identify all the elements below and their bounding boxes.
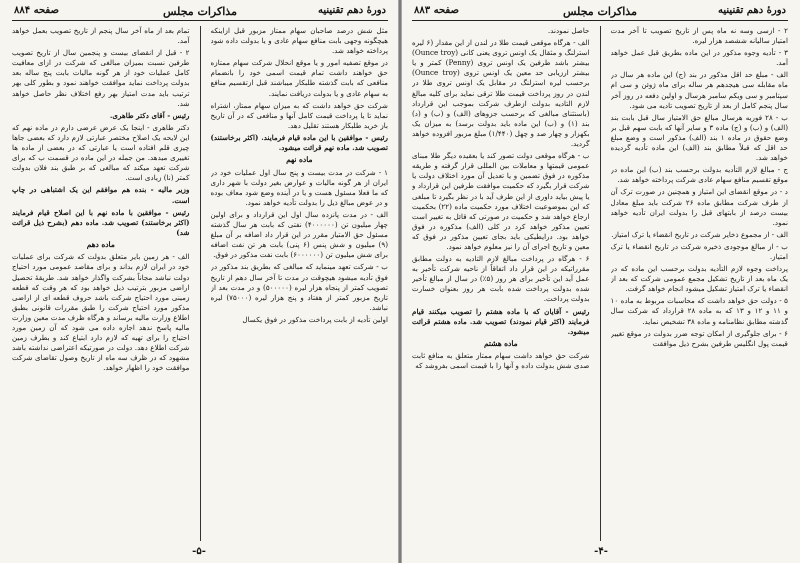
paragraph: حاصل نمودند. <box>547 26 590 35</box>
paragraph: ج - مبالغ لازم التأدیه بدولت برحسب بند (ب) این ماده در موقع تقسیم منافع سهام عادی شرکت پرداخته خواهد شد. <box>610 165 788 185</box>
left-page <box>0 0 398 563</box>
paragraph: ۵ - دولت حق خواهد داشت که محاسبات مربوط به ماده ۱۰ و ۱۱ و ۱۲ و ۱۳ که به ماده ۲۸ قرارداد که شرکت سال گذشته مطابق نظامنامه و ماده ۳۸ تشخیص نماید. <box>610 296 788 326</box>
paragraph: مثل شش درصد صاحبان سهام ممتاز مزبور قبل ازاینکه هیچگونه وجهی بابت منافع سهام عادی و یا بدولت داده شود پرداخته خواهد شد. <box>210 26 388 56</box>
paragraph: ب - شرکت تعهد مینماید که مبالغی که بطریق بند مذکور در فوق تأدیه میشود هیچوقت در مدت تا آخر سال دهم از تاریخ تصویب کمتر از پنجاه هزار لیره (۵۰۰۰۰۰) و در مدت بعد از تاریخ مزبور کمتر از هفتاد و پنج هزار لیره (۷۵۰۰۰) لیره نباشد. <box>210 262 388 312</box>
paragraph: دکتر طاهری - اینجا یک عرض عرضی دارم در ماده نهم که این لایحه یک اصلاح مختصر عبارتی لازم دارد که بعضی جاها چیزی قلم افتاده است یا عبارتی که در بعضی از ماده ها تغییری میدهد. من جمله در این ماده در قسمت ب که برای شرکت تعهد میکند که مبالغی که بر طبق بند فلان بدولت کمتر (نا) زیادی است. <box>12 122 190 183</box>
paragraph: وزیر مالیه - بنده هم موافقم این یک اشتباهی در چاپ است. <box>12 185 190 205</box>
paragraph: ۲ - ازسی وسه نه ماه پس از تاریخ تصویب تا آخر مدت امتیاز سالیانه ششصد هزار لیره. <box>610 26 788 46</box>
paragraph: رئیس - موافقین با این ماده قیام فرمایند. (اکثر برخاستند) تصویب شد. ماده نهم قرائت میشود. <box>210 132 388 153</box>
column-right <box>211 26 389 541</box>
header-session: دورهٔ دهم تقنینیه <box>318 5 386 16</box>
paragraph: الف - هرگاه موقعی قیمت طلا در لندن از این مقدار (۶ لیره استرلنگ و مثقال یک اونس تروی یعنی کانی (Ounce troy) بیشتر باشد طرفین یک اونس تروی (Penny) کمتر و یا بیشتر ارزیابی حد معین یک اونس تروی (Ounce troy) برحسب لیره استرلنگ در مقابل یک اونس تروی طلا در لندن در روز پرداخت قیمت طلا ترقی نماید برای کلیه مبالغ لازم التادیه بدولت ازطرف شرکت بموجب این قرارداد (باستثنای مبالغی که برحسب جزوهای (الف) و (ب) و (د) بند (۱) و (ب) این ماده باید بدولت برسد) به میزان یک بکهزار و چهار صد و چهل (۱/۴۴۰) مبلغ مزبور افزوده خواهد گردید. <box>412 38 590 149</box>
page-header <box>412 4 788 21</box>
paragraph: ۶ - برای جلوگیری از امکان توجه ضرر بدولت در موقع تغییر قیمت پول انگلیس طرفین بشرح ذیل موافقت <box>610 328 788 348</box>
paragraph: الف - در مدت پانزده سال اول این قرارداد و برای اولین چهار میلیون تن (۴۰۰۰۰۰۰) نفتی که بابت هر سال گذشته مسئول حق الامتیاز مقرر در این قرار داد اضافه بر آن مبلغ (۹) میلیون و شش پنس (۶ پنی) بابت هر تن نفت اضافه برای شش میلیون تن (۶۰۰۰۰۰۰) بابت نفت مذکور در فوق. <box>210 210 388 260</box>
paragraph: ب - هرگاه موقعی دولت تصور کند یا بعقیده دیگر طلا مبنای عمومی قیمتها و معاملات بین المللی قرار گرفته و طریقه مذکوره در فوق تضمین و یا تعدیل آن مورد اختلاف دولت یا شرکت قرار بگیرد که حکمیت موافقت طرفین این قرارداد و یا پیش بیاید داوری از این طرف آید با در نظر بگیرد تا مبلغی که این بموضوعیت اختلاف مورد حکمیت ماده (۲۲) بحکمیت ارجاع خواهد شد و حکمیت در صورتی که قائل به تغییر است تعیین مذکور خواهد کرد در کلی (الف) مذکوره در فوق خواهد بود. درایطیکی باید بجای تعیین مذکور در فوق که معین و تاریخ اجرای آن را نیز معلوم خواهد نمود. <box>412 151 590 251</box>
section-heading: ماده هشتم <box>483 338 518 348</box>
header-page-number: صفحه ۸۸۴ <box>14 5 59 16</box>
paragraph: ۲ - قبل از انقضای بیست و پنجمین سال از تاریخ تصویب طرفین نسبت بمیزان مبالغی که شرکت در ازای معافیت کامل عملیات خود از هر گونه مالیات بابت پنج ساله بعد بدولت پرداخت نماید موافقت خواهند نمود و بطور کلی بهر ترتیب باید مدت امتیاز بهر رفع اختلاف نظر حاصل خواهد شد. <box>12 48 190 108</box>
column-divider <box>200 26 201 541</box>
section-heading: ماده دهم <box>86 239 115 249</box>
column-left <box>412 26 590 541</box>
paragraph: د - در موقع انقضای این امتیاز و همچنین در صورت ترک آن از طرف شرکت مطابق ماده ۲۶ شرکت باید مبلغ معادل بیست درصد از بابتهای قبل را بدولت ایران تأدیه خواهد نمود. <box>610 187 788 227</box>
column-right <box>611 26 789 541</box>
page-footer-number: -۴- <box>594 546 608 557</box>
paragraph: اولین تأدیه از بابت پرداخت مذکور در فوق یکسال <box>242 314 388 324</box>
page-header <box>12 4 388 21</box>
paragraph: الف - مبلغ حد اقل مذکور در بند (ج) این ماده هر سال در ماه مقابله سی هیجدهم هر ساله برای ماه ژوئن و سی ام سپتامبر و سی ویکم سامبر هرسال و اولین دفعه در روز آخر سال پنجم کامل از بعد از تاریخ تصویب تادیه می شود. <box>610 70 788 110</box>
paragraph: ۱ - شرکت در مدت بیست و پنج سال اول عملیات خود در ایران از هر گونه مالیات و عوارض بغیر دولت با شهر داری که ما فعلا مسئول هست و یا در آینده وضع شود معاف بوده و در عوض مبالغ ذیل را بدولت تأدیه خواهد نمود. <box>210 167 388 207</box>
paragraph: شرکت حق خواهد داشت که به میزان سهام ممتاز، اشتراه نماید تا یا پرداخت قیمت کامل آنها و منافعی که در آن تاریخ باز خرید طلبکار هستند تقلیل دهد. <box>210 100 388 130</box>
column-divider <box>600 26 601 541</box>
right-page <box>402 0 800 563</box>
paragraph: شرکت حق خواهد داشت سهام ممتاز متعلق به منافع ثابت صدی شش بدولت داده و آنها را با قیمت اسمی بفروشد که <box>412 351 590 371</box>
text-columns <box>402 26 800 541</box>
header-title: مذاکرات مجلس <box>563 5 637 18</box>
page-footer-number: -۵- <box>192 546 206 557</box>
header-page-number: صفحه ۸۸۳ <box>414 5 459 16</box>
paragraph: رئیس - آقایان که با ماده هشتم را تصویب میکنند قیام فرمایند (اکثر قیام نمودند) تصویب شد. ماده هشتم قرائت میشود. <box>412 306 590 336</box>
paragraph: رئیس - موافقین با ماده نهم با این اصلاح قیام فرمایند (اکثر برخاستند) تصویب شد. ماده دهم (بشرح ذیل قرائت شد) <box>12 207 190 237</box>
paragraph: تمام بعد از ماه آخر سال پنجم از تاریخ تصویب بعمل خواهد آمد. <box>12 26 190 46</box>
paragraph: الف - از مجموع ذخایر شرکت در تاریخ انقضاء یا ترک امتیاز. <box>611 229 788 239</box>
paragraph: الف - هر زمین بایر متعلق بدولت که شرکت برای عملیات خود در ایران لازم بداند و برای مقاصد عمومی مورد احتیاج دولت نباشد مجاناً بشرکت واگذار خواهد شد. طریقهٔ تحصیل اراضی مزبور بترتیب ذیل خواهد بود که هر وقت که قطعه زمینی مورد احتیاج شرکت باشد حروف قطعه ای از اراضی مذکور مورد احتیاج شرکت را طبق مقررات قانونی بطبق اطلاع وزارت مالیه برساند و هرگاه ظرف مدت معین وزارت مالیه پاسخ ندهد اجازه داده می شود که آن زمین مورد احتیاج را برای تهیه که لازم دارد ابتیاع کند و بطرف زمین شرکت اطلاع دهد. دولت در صورتیکه اعتراضی نداشته باشد مشهود که در ظرف سه ماه از تاریخ وصول تقاضای شرکت موافقت خود را اظهار خواهد. <box>12 252 190 373</box>
paragraph: رئیس - آقای دکتر طاهری. <box>109 110 190 120</box>
header-session: دورهٔ دهم تقنینیه <box>718 5 786 16</box>
section-heading: ماده نهم <box>286 155 313 165</box>
column-left <box>12 26 190 541</box>
header-title: مذاکرات مجلس <box>163 5 237 18</box>
paragraph: ۳ - تأدیه وجوه مذکور در این ماده بطریق قبل عمل خواهد آمد. <box>610 48 788 68</box>
paragraph: ب - از مبالغ موجودی ذخیره شرکت در تاریخ انقضاء یا ترک امتیاز. <box>610 241 788 261</box>
paragraph: در موقع تصفیه امور و یا موقع انحلال شرکت سهام ممتازه حق خواهند داشت تمام قیمت اسمی خود را بانضمام منافعی که بابت گذشته طلبکار میباشند قبل ازتقسیم منافع به سهام عادی و یا بدولت دریافت نمایند. <box>210 58 388 98</box>
text-columns <box>0 26 398 541</box>
paragraph: ۶ - هرگاه در پرداخت مبالغ لازم التادیه به دولت مطابق مقرراتیکه در این قرار داد اتفاقاً از ناحیه شرکت تأخیر به عمل آید این تأخیر برای هر روز (۵٪) در سال از مبالغ تأخیر شده بدولت پرداخت شده بابت هر روز بعنوان خسارت بدولت پرداخت. <box>412 254 590 304</box>
paragraph: ب - ۲۸ فوریه هرسال مبالغ حق الامتیاز سال قبل بابت بند (الف) و (ب) و (ج) ماده ۳ و سایر آنها که بابت سهم قبل بر وضع حقوق در ماده ۱ بند (الف) مذکور است و وضع مبلغ حد اقل که قبلاً مطابق بند (الف) این ماده تأدیه گردیده خواهد شد. <box>610 112 788 163</box>
paragraph: پرداخت وجوه لازم التأدیه بدولت برحسب این ماده که در یک ماه بعد از تاریخ تشکیل مجمع عمومی شرکت که بعد از انقضاء یا ترک امتیاز تشکیل میشود انجام خواهد گرفت. <box>610 264 788 294</box>
